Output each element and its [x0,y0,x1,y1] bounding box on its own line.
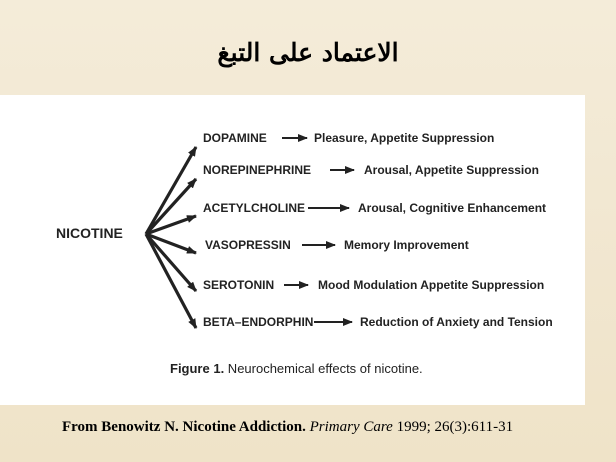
citation-journal: Primary Care [309,419,393,435]
effect-label: Arousal, Cognitive Enhancement [358,201,547,215]
nicotine-label: NICOTINE [56,225,123,241]
effect-label: Mood Modulation Appetite Suppression [318,278,545,292]
effect-label: Memory Improvement [344,238,469,252]
branch-arrow [146,147,196,234]
caption-label: Figure 1. [170,361,225,376]
neurotransmitter-label: DOPAMINE [203,131,267,145]
figure-panel [0,95,585,405]
caption-text: Neurochemical effects of nicotine. [224,361,423,376]
effect-label: Arousal, Appetite Suppression [364,163,539,177]
effect-rows [203,131,553,329]
neurotransmitter-label: BETA–ENDORPHIN [203,315,314,329]
neurotransmitter-label: VASOPRESSIN [205,238,291,252]
branch-arrows [146,147,196,328]
effect-label: Pleasure, Appetite Suppression [314,131,495,145]
neurotransmitter-label: NOREPINEPHRINE [203,163,312,177]
nicotine-effects-diagram [0,95,585,405]
figure-caption [170,361,423,376]
effect-label: Reduction of Anxiety and Tension [360,315,553,329]
slide-title: الاعتماد على التبغ [217,38,399,67]
citation-prefix: From Benowitz N. Nicotine Addiction. [62,419,310,435]
neurotransmitter-label: ACETYLCHOLINE [203,201,305,215]
neurotransmitter-label: SEROTONIN [203,278,275,292]
citation-rest: 1999; 26(3):611-31 [392,419,514,435]
source-citation [62,419,602,436]
